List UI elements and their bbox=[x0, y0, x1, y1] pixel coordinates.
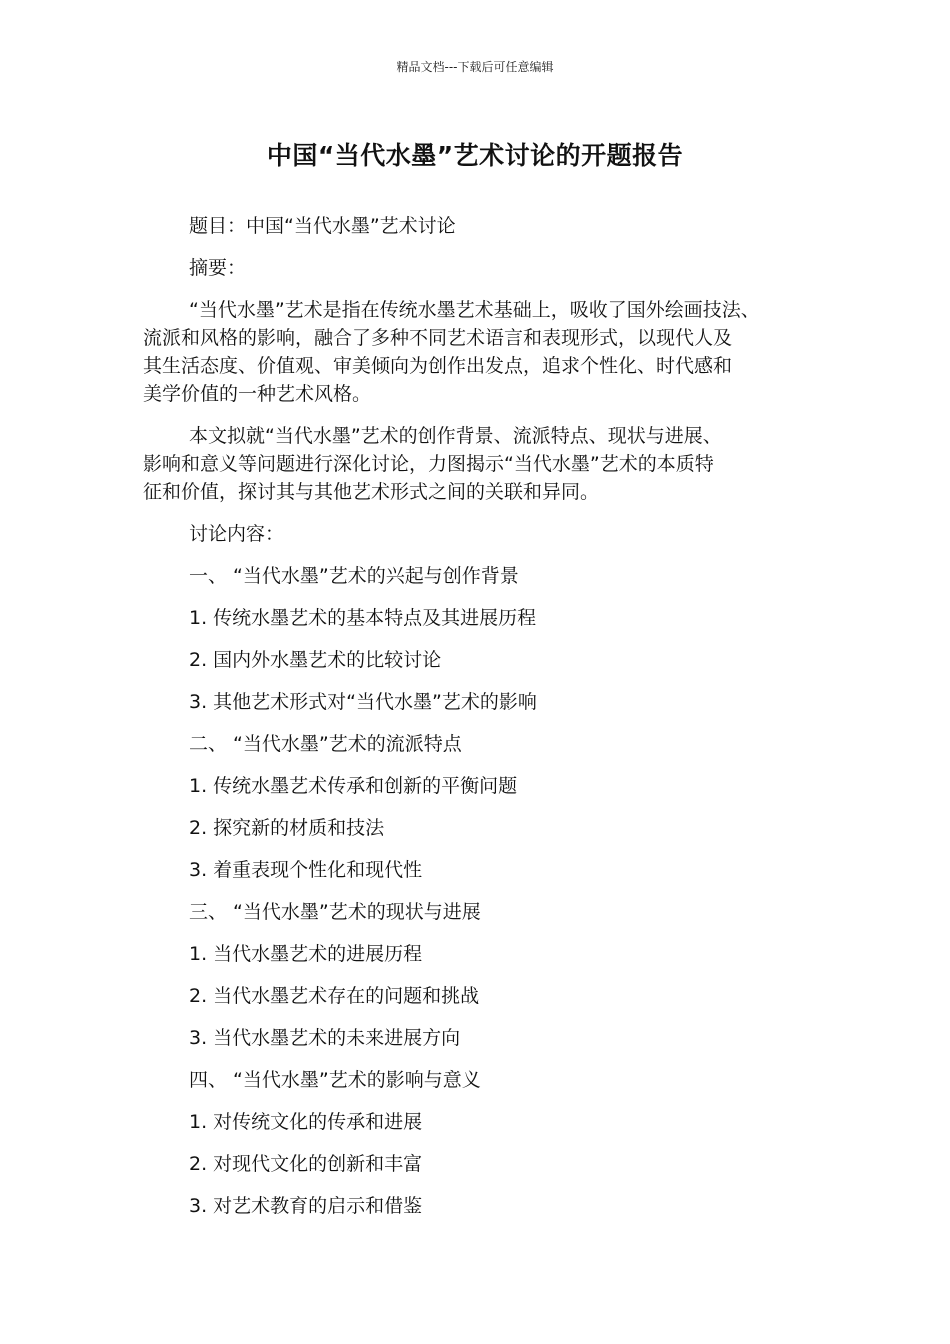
topic-line: 题目：中国“当代水墨”艺术讨论 bbox=[189, 215, 456, 237]
section-heading: 二、 “当代水墨”艺术的流派特点 bbox=[189, 733, 462, 755]
list-item: 1. 对传统文化的传承和进展 bbox=[189, 1111, 423, 1133]
list-item: 1. 传统水墨艺术传承和创新的平衡问题 bbox=[189, 775, 518, 797]
list-item: 3. 对艺术教育的启示和借鉴 bbox=[189, 1195, 423, 1217]
paragraph-line: 征和价值，探讨其与其他艺术形式之间的关联和异同。 bbox=[143, 481, 600, 503]
list-item: 2. 国内外水墨艺术的比较讨论 bbox=[189, 649, 442, 671]
abstract-paragraph-1 bbox=[143, 296, 823, 408]
paragraph-line: 其生活态度、价值观、审美倾向为创作出发点，追求个性化、时代感和 bbox=[143, 355, 733, 377]
list-item: 2. 当代水墨艺术存在的问题和挑战 bbox=[189, 985, 480, 1007]
paragraph-line: 本文拟就“当代水墨”艺术的创作背景、流派特点、现状与进展、 bbox=[189, 425, 722, 447]
paragraph-line: 流派和风格的影响，融合了多种不同艺术语言和表现形式，以现代人及 bbox=[143, 327, 733, 349]
contents-label: 讨论内容： bbox=[189, 523, 285, 545]
section-heading: 一、 “当代水墨”艺术的兴起与创作背景 bbox=[189, 565, 519, 587]
page-header: 精品文档---下载后可任意编辑 bbox=[396, 60, 554, 74]
list-item: 3. 着重表现个性化和现代性 bbox=[189, 859, 423, 881]
paragraph-line: 影响和意义等问题进行深化讨论，力图揭示“当代水墨”艺术的本质特 bbox=[143, 453, 714, 475]
paragraph-line: “当代水墨”艺术是指在传统水墨艺术基础上，吸收了国外绘画技法、 bbox=[189, 299, 760, 321]
list-item: 2. 对现代文化的创新和丰富 bbox=[189, 1153, 423, 1175]
list-item: 3. 其他艺术形式对“当代水墨”艺术的影响 bbox=[189, 691, 537, 713]
document-body bbox=[143, 212, 823, 1234]
abstract-paragraph-2 bbox=[143, 422, 823, 506]
section-heading: 三、 “当代水墨”艺术的现状与进展 bbox=[189, 901, 481, 923]
abstract-label: 摘要： bbox=[189, 257, 247, 279]
document-title: 中国“当代水墨”艺术讨论的开题报告 bbox=[266, 141, 684, 170]
list-item: 2. 探究新的材质和技法 bbox=[189, 817, 385, 839]
list-item: 3. 当代水墨艺术的未来进展方向 bbox=[189, 1027, 461, 1049]
list-item: 1. 传统水墨艺术的基本特点及其进展历程 bbox=[189, 607, 537, 629]
section-heading: 四、 “当代水墨”艺术的影响与意义 bbox=[189, 1069, 481, 1091]
paragraph-line: 美学价值的一种艺术风格。 bbox=[143, 383, 372, 405]
list-item: 1. 当代水墨艺术的进展历程 bbox=[189, 943, 423, 965]
